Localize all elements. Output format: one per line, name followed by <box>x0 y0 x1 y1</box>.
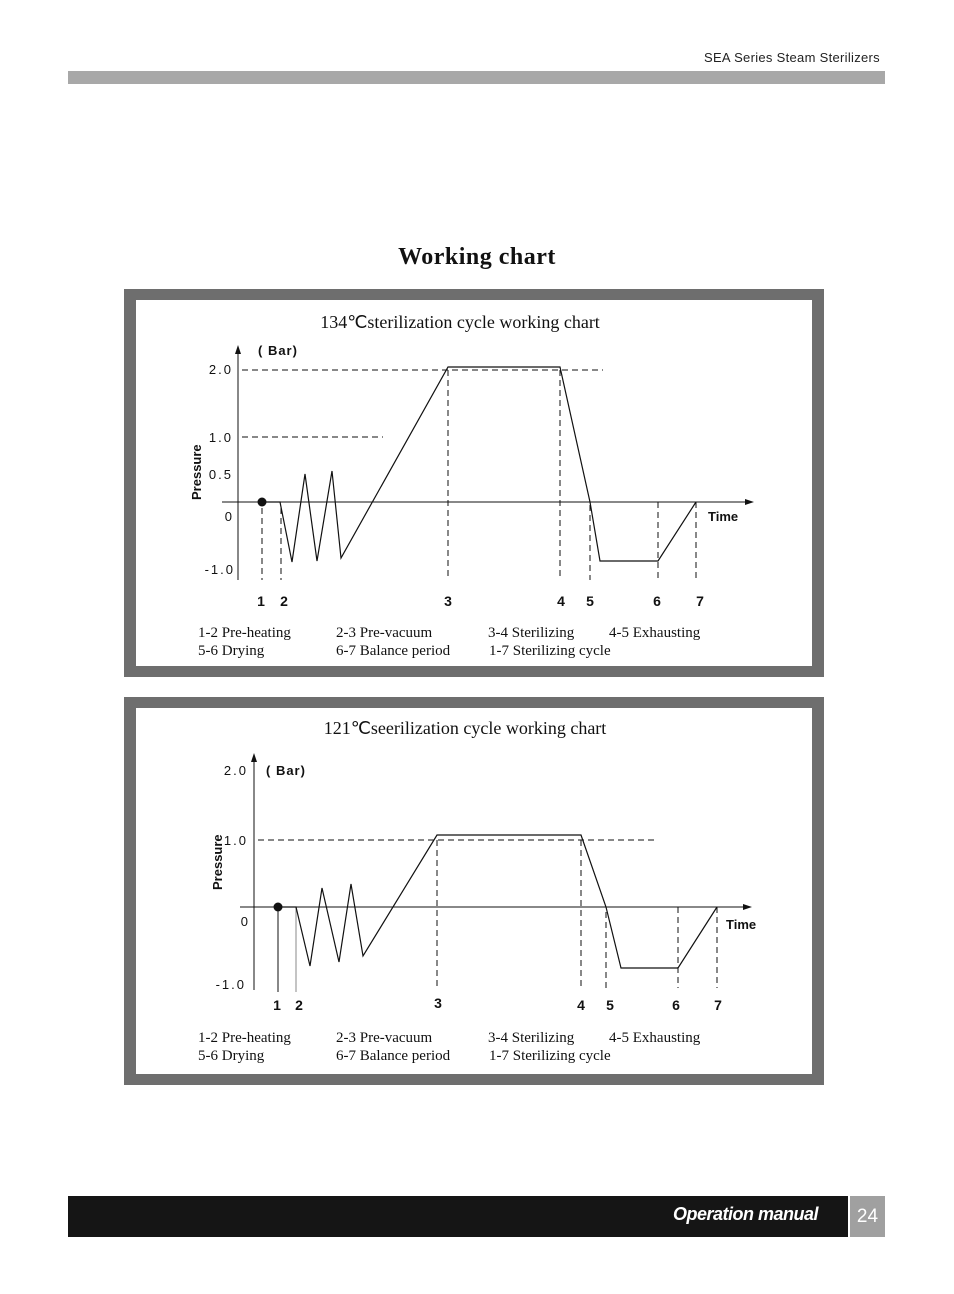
document-header: SEA Series Steam Sterilizers <box>703 50 880 65</box>
y-tick-label: 0 <box>240 914 248 929</box>
chart-title: 121℃seerilization cycle working chart <box>323 718 607 738</box>
y-tick-label: 0.5 <box>208 467 233 482</box>
x-axis-arrow <box>745 499 754 505</box>
chart-134-svg <box>136 300 812 666</box>
x-axis-label: Time <box>708 509 739 524</box>
legend-item: 6-7 Balance period <box>336 1048 451 1064</box>
phase-label: 2 <box>280 593 288 609</box>
cycle-start-dot <box>274 903 283 912</box>
legend-item: 1-7 Sterilizing cycle <box>489 643 611 659</box>
phase-label: 1 <box>257 593 265 609</box>
y-axis-arrow <box>235 345 241 354</box>
phase-label: 3 <box>444 593 452 609</box>
legend-item: 2-3 Pre-vacuum <box>336 1030 433 1046</box>
y-tick-label: 2.0 <box>208 362 233 377</box>
phase-label: 1 <box>273 997 281 1013</box>
legend-item: 5-6 Drying <box>198 643 265 659</box>
phase-label: 7 <box>696 593 704 609</box>
phase-label: 7 <box>714 997 722 1013</box>
pressure-curve <box>262 367 696 562</box>
chart-121-svg <box>136 708 812 1074</box>
unit-label: ( Bar) <box>266 763 306 778</box>
legend-item: 4-5 Exhausting <box>609 1030 701 1046</box>
y-axis-label: Pressure <box>210 834 225 890</box>
y-axis-arrow <box>251 753 257 762</box>
x-axis-label: Time <box>726 917 757 932</box>
phase-label: 6 <box>672 997 680 1013</box>
header-rule <box>68 71 885 84</box>
legend-item: 6-7 Balance period <box>336 643 451 659</box>
chart-panel-121 <box>136 708 812 1074</box>
page-title: Working chart <box>398 244 556 270</box>
legend-item: 5-6 Drying <box>198 1048 265 1064</box>
y-tick-label: 1.0 <box>223 833 248 848</box>
phase-label: 5 <box>586 593 594 609</box>
legend-item: 1-2 Pre-heating <box>198 625 291 641</box>
phase-label: 3 <box>434 995 442 1011</box>
phase-label: 2 <box>295 997 303 1013</box>
phase-label: 5 <box>606 997 614 1013</box>
phase-label: 6 <box>653 593 661 609</box>
y-axis-label: Pressure <box>189 444 204 500</box>
y-tick-label: -1.0 <box>215 977 246 992</box>
legend-item: 3-4 Sterilizing <box>488 625 575 641</box>
legend-item: 2-3 Pre-vacuum <box>336 625 433 641</box>
footer-bar <box>68 1196 848 1237</box>
legend-item: 3-4 Sterilizing <box>488 1030 575 1046</box>
chart-frame-121 <box>124 697 824 1085</box>
footer-title: Operation manual <box>672 1204 818 1224</box>
unit-label: ( Bar) <box>258 343 298 358</box>
y-tick-label: 2.0 <box>223 763 248 778</box>
legend-item: 1-7 Sterilizing cycle <box>489 1048 611 1064</box>
pressure-curve <box>278 835 717 968</box>
legend-item: 1-2 Pre-heating <box>198 1030 291 1046</box>
y-tick-label: -1.0 <box>204 562 235 577</box>
y-tick-label: 0 <box>224 509 232 524</box>
phase-label: 4 <box>577 997 585 1013</box>
chart-title: 134℃sterilization cycle working chart <box>320 312 600 332</box>
phase-label: 4 <box>557 593 565 609</box>
legend-item: 4-5 Exhausting <box>609 625 701 641</box>
cycle-start-dot <box>258 498 267 507</box>
chart-frame-134 <box>124 289 824 677</box>
chart-panel-134 <box>136 300 812 666</box>
y-tick-label: 1.0 <box>208 430 233 445</box>
page-number: 24 <box>850 1196 885 1237</box>
x-axis-arrow <box>743 904 752 910</box>
